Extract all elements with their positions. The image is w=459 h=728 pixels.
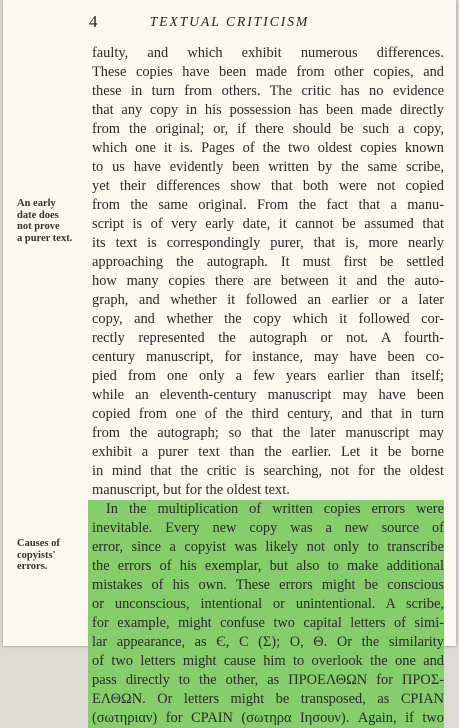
running-title: TEXTUAL CRITICISM	[149, 14, 310, 29]
page-header	[3, 12, 456, 32]
text-line: yet their differences show that both were not copied	[92, 178, 444, 194]
text-line: to us have evidently been written by the same scribe,	[92, 159, 444, 175]
text-line: in mind that the critic is searching, not for the oldest	[92, 463, 444, 479]
text-line: century manuscript, for instance, may have been co-	[92, 349, 444, 365]
text-line: its text is correspondingly purer, that is, more nearly	[92, 235, 444, 251]
text-line: of two letters might cause him to overlook the one and	[92, 653, 444, 669]
text-line: from the original; or, if there should be such a copy,	[92, 121, 444, 137]
body-text	[92, 44, 444, 728]
text-line: approaching the autograph. It must first be settled	[92, 254, 444, 270]
text-line: graph, and whether it followed an earlier or a later	[92, 292, 444, 308]
text-line: copied from one of the third century, and that in turn	[92, 406, 444, 422]
text-line: from the same original. From the fact that a manu-	[92, 197, 444, 213]
text-line: faulty, and which exhibit numerous differences.	[92, 45, 444, 61]
text-line: or unconscious, intentional or unintentional. A scribe,	[92, 596, 444, 612]
text-line: how many copies there are between it and the auto-	[92, 273, 444, 289]
page-number: 4	[89, 12, 98, 31]
text-line: inevitable. Every new copy was a new source of	[92, 520, 444, 536]
text-line: exhibit a purer text than the earlier. Let it be borne	[92, 444, 444, 460]
text-line: while an eleventh-century manuscript may have been	[92, 387, 444, 403]
text-line: script is of very early date, it cannot be assumed that	[92, 216, 444, 232]
text-line: ΕΛΘΩΝ. Or letters might be transposed, as ϹΡΙΑΝ	[92, 691, 444, 707]
margin-note-copyist-errors: Causes of copyists' errors.	[17, 538, 60, 572]
text-line: lar appearance, as Є, C (Σ); O, Θ. Or the similarity	[92, 634, 444, 650]
text-line: for example, might confuse two capital letters of simi-	[92, 615, 444, 631]
text-line: these in turn from others. The critic has no evidence	[92, 83, 444, 99]
text-line: the errors of his exemplar, but also to make additional	[92, 558, 444, 574]
text-line: manuscript, but for the oldest text.	[92, 482, 290, 498]
text-line: copy, and whether the copy which it followed cor-	[92, 311, 444, 327]
text-line: rectly represented the autograph or not. A fourth-	[92, 330, 444, 346]
text-line: error, since a copyist was likely not only to transcribe	[92, 539, 444, 555]
text-line: that any copy in his possession has been made directly	[92, 102, 444, 118]
margin-note-early-date: An early date does not prove a purer text.	[17, 198, 73, 244]
text-line: mistakes of his own. These errors might be conscious	[92, 577, 444, 593]
highlighted-paragraph	[88, 500, 444, 728]
text-line: pied from one only a few years earlier than itself;	[92, 368, 444, 384]
text-line: In the multiplication of written copies errors were	[106, 501, 444, 517]
text-line: pass directly to the other, as ΠΡΟΕΛΘΩΝ for ΠΡΟΣ-	[92, 672, 444, 688]
text-line: These copies have been made from other copies, and	[92, 64, 444, 80]
text-line: which one it is. Pages of the two oldest copies known	[92, 140, 444, 156]
text-line: from the autograph; so that the later manuscript may	[92, 425, 444, 441]
text-line: (σωτηριαν) for ϹΡΑΙΝ (σωτηρα Ιησουν). Again, if two	[92, 710, 444, 726]
book-page	[3, 0, 456, 726]
